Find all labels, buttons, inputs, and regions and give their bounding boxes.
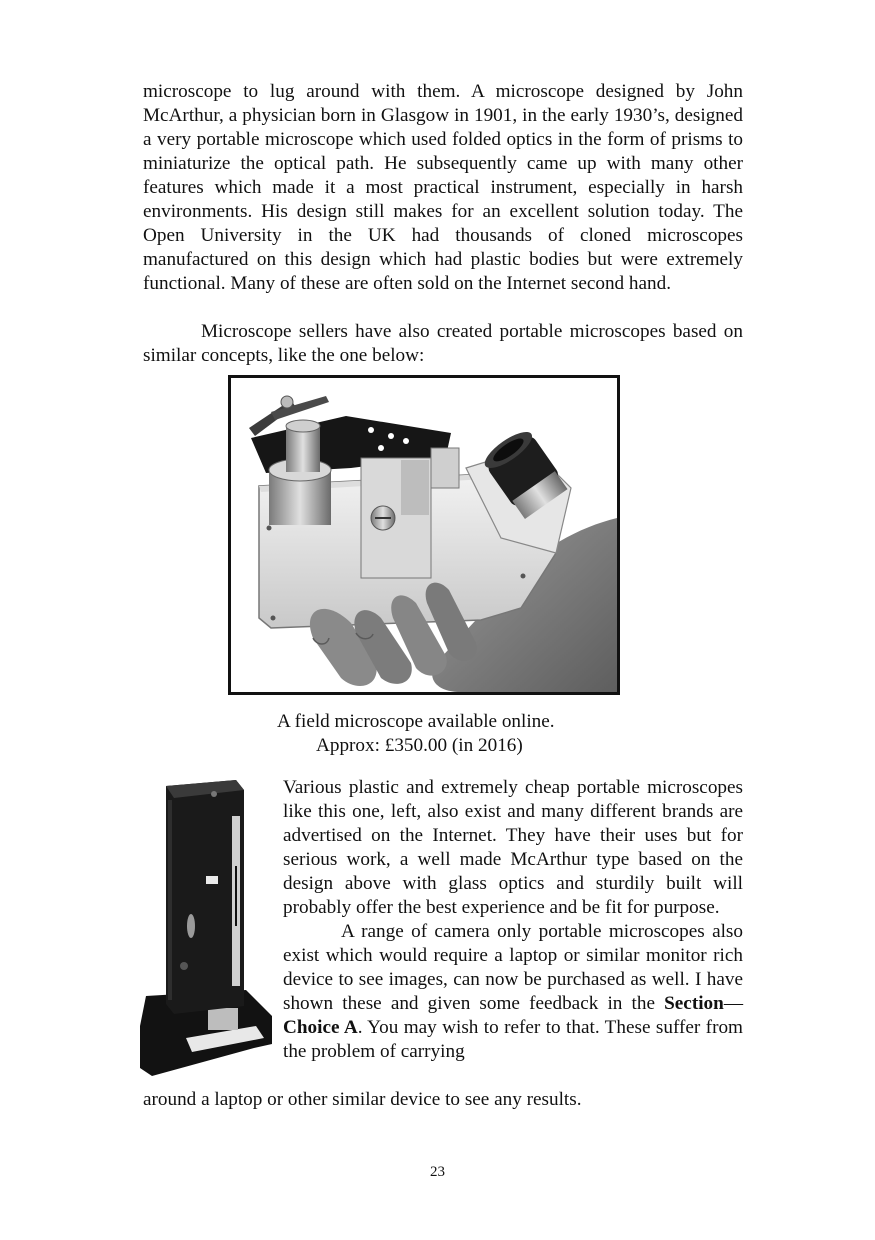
body-paragraph-1: microscope to lug around with them. A microscope designed by John McArthur, a physician born in Glasgow in 1901, in the early 1930’s, designed a very portable microscope which used folded optics in the form of prisms to miniaturize the optical path. He subsequently came up with many other features which made it a most practical instrument, especially in harsh environments. His design still makes for an excellent solution today. The Open University in the UK had thousands of cloned microscopes manufactured on this design which had plastic bodies but were extremely functional. Many of these are often sold on the Internet second hand. [143,81,743,294]
figure-caption-line-1: A field microscope available online. [277,711,555,732]
page-number: 23 [430,1164,445,1180]
field-microscope-photo-icon [231,378,617,692]
body-paragraph-4 [283,920,743,1064]
choice-a-reference-bold: Choice A [283,1017,358,1038]
em-dash: — [723,993,743,1014]
section-reference-bold: Section [664,993,724,1014]
field-microscope-figure [228,375,620,695]
paragraph-4-text-mid: . You may wish to refer to that. These suffer from the problem of carrying [283,1017,743,1062]
wrapped-text-block [283,776,743,1064]
pocket-microscope-photo-icon [136,776,278,1076]
body-paragraph-2: Microscope sellers have also created portable microscopes based on similar concepts, like the one below: [143,321,743,366]
body-paragraph-4-continuation: around a laptop or other similar device to see any results. [143,1089,582,1110]
paragraph-4-text-start: A range of camera only portable microscopes also exist which would require a laptop or similar monitor rich device to see images, can now be purchased as well. I have shown these and given some feedback in the [283,921,743,1014]
figure-caption-line-2: Approx: £350.00 (in 2016) [316,735,523,756]
body-paragraph-3: Various plastic and extremely cheap portable microscopes like this one, left, also exist and many different brands are advertised on the Internet. They have their uses but for serious work, a well made McArthur type based on the design above with glass optics and sturdily built will probably offer the best experience and be fit for purpose. [283,777,743,918]
pocket-microscope-figure [136,776,278,1076]
